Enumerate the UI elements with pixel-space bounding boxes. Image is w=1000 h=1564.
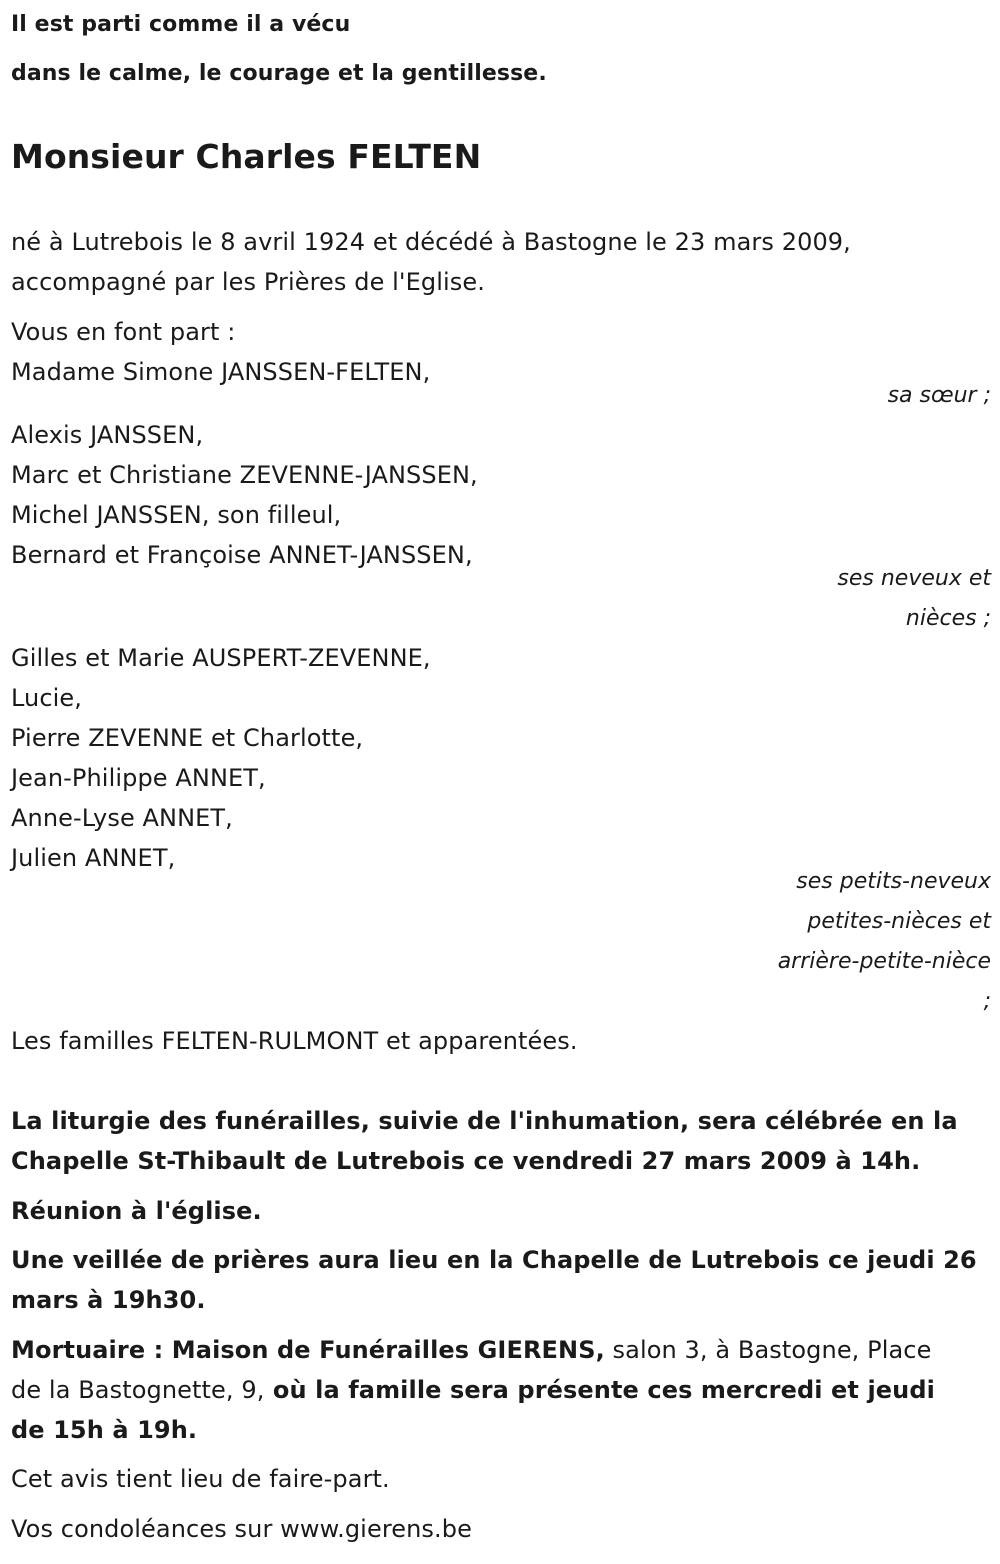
mortuary-label: Mortuaire : Maison de Funérailles GIERENS, bbox=[11, 1336, 605, 1364]
mortuary-line-1 bbox=[11, 1335, 931, 1365]
vigil-line-1: Une veillée de prières aura lieu en la Chapelle de Lutrebois ce jeudi 26 bbox=[11, 1246, 977, 1274]
mortuary-line-2 bbox=[11, 1375, 935, 1405]
nephew-name-4: Bernard et Françoise ANNET-JANSSEN, bbox=[11, 541, 473, 569]
sister-relation: sa sœur ; bbox=[887, 383, 991, 408]
grandnephew-name-3: Pierre ZEVENNE et Charlotte, bbox=[11, 724, 364, 752]
liturgy-line-1: La liturgie des funérailles, suivie de l'inhumation, sera célébrée en la bbox=[11, 1107, 958, 1135]
reunion-text: Réunion à l'église. bbox=[11, 1197, 262, 1225]
condolences-text: Vos condoléances sur www.gierens.be bbox=[11, 1515, 472, 1543]
nephew-name-1: Alexis JANSSEN, bbox=[11, 421, 204, 449]
grandnephews-relation-4: ; bbox=[983, 989, 991, 1014]
nephews-relation-1: ses neveux et bbox=[837, 566, 991, 591]
nephews-relation-2: nièces ; bbox=[905, 606, 991, 631]
vigil-line-2: mars à 19h30. bbox=[11, 1286, 206, 1314]
mortuary-hours: de 15h à 19h. bbox=[11, 1416, 198, 1444]
intro-line-1: né à Lutrebois le 8 avril 1924 et décédé à Bastogne le 23 mars 2009, bbox=[11, 228, 851, 256]
deceased-name-title: Monsieur Charles FELTEN bbox=[11, 137, 482, 176]
grandnephew-name-4: Jean-Philippe ANNET, bbox=[11, 764, 266, 792]
grandnephew-name-5: Anne-Lyse ANNET, bbox=[11, 804, 233, 832]
grandnephew-name-2: Lucie, bbox=[11, 684, 83, 712]
notice-text: Cet avis tient lieu de faire-part. bbox=[11, 1465, 390, 1493]
grandnephew-name-1: Gilles et Marie AUSPERT-ZEVENNE, bbox=[11, 644, 431, 672]
announce-text: Vous en font part : bbox=[11, 318, 236, 346]
quote-line-1: Il est parti comme il a vécu bbox=[11, 12, 351, 37]
grandnephew-name-6: Julien ANNET, bbox=[11, 844, 176, 872]
sister-name: Madame Simone JANSSEN-FELTEN, bbox=[11, 358, 431, 386]
grandnephews-relation-1: ses petits-neveux bbox=[796, 869, 991, 894]
grandnephews-relation-3: arrière-petite-nièce bbox=[777, 949, 991, 974]
mortuary-address-2: de la Bastognette, 9, bbox=[11, 1376, 265, 1404]
liturgy-line-2: Chapelle St-Thibault de Lutrebois ce vendredi 27 mars 2009 à 14h. bbox=[11, 1147, 921, 1175]
families-text: Les familles FELTEN-RULMONT et apparentées. bbox=[11, 1027, 578, 1055]
mortuary-presence: où la famille sera présente ces mercredi et jeudi bbox=[264, 1376, 935, 1404]
quote-line-2: dans le calme, le courage et la gentillesse. bbox=[11, 61, 547, 86]
grandnephews-relation-2: petites-nièces et bbox=[807, 909, 991, 934]
nephew-name-3: Michel JANSSEN, son filleul, bbox=[11, 501, 342, 529]
mortuary-address-1: salon 3, à Bastogne, Place bbox=[604, 1336, 932, 1364]
nephew-name-2: Marc et Christiane ZEVENNE-JANSSEN, bbox=[11, 461, 478, 489]
intro-line-2: accompagné par les Prières de l'Eglise. bbox=[11, 268, 485, 296]
